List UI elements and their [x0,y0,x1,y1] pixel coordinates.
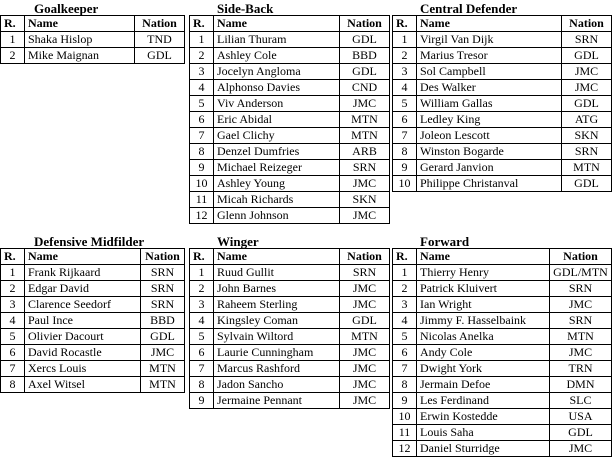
nation-cell: GDL [562,96,612,112]
table-row [190,377,390,393]
rank-cell: 4 [1,313,25,329]
player-name-cell: Gael Clichy [214,128,340,144]
rank-cell: 1 [393,265,417,281]
nation-cell: SRN [562,32,612,48]
rank-cell: 5 [393,329,417,345]
table-row [190,192,390,208]
player-name-cell: Kingsley Coman [214,313,340,329]
nation-cell: JMC [340,345,390,361]
nation-cell: SRN [141,281,185,297]
table-row [190,80,390,96]
nation-cell: GDL [550,425,612,441]
player-name-cell: Glenn Johnson [214,208,340,224]
player-name-cell: Micah Richards [214,192,340,208]
nation-cell: JMC [141,345,185,361]
player-name-cell: Mike Maignan [25,48,135,64]
table-row [190,176,390,192]
player-name-cell: Jimmy F. Hasselbaink [417,313,550,329]
nation-cell: SKN [562,128,612,144]
nation-cell: GDL [135,48,185,64]
rank-header: R. [393,16,417,32]
player-name-cell: Jocelyn Angloma [214,64,340,80]
rank-cell: 8 [393,144,417,160]
nation-cell: JMC [562,64,612,80]
player-name-cell: Sylvain Wiltord [214,329,340,345]
table-row [393,329,612,345]
table-row [393,80,612,96]
nation-cell: ATG [562,112,612,128]
table-row [393,64,612,80]
rank-cell: 9 [190,393,214,409]
table-row [1,361,185,377]
nation-cell: JMC [340,297,390,313]
nation-cell: JMC [340,96,390,112]
name-header: Name [214,249,340,265]
nation-cell: USA [550,409,612,425]
nation-cell: BBD [340,48,390,64]
section-title-forward: Forward [420,234,470,249]
nation-cell: JMC [340,281,390,297]
nation-header: Nation [340,249,390,265]
nation-cell: SRN [141,265,185,281]
section-winger [189,248,390,409]
table-row [393,144,612,160]
table-row [190,281,390,297]
nation-cell: MTN [141,377,185,393]
table-row [393,345,612,361]
section-title-central-defender: Central Defender [420,1,518,16]
nation-cell: GDL [340,313,390,329]
player-name-cell: Patrick Kluivert [417,281,550,297]
rank-cell: 11 [190,192,214,208]
nation-cell: MTN [340,329,390,345]
defensive-midfielder-table [0,248,185,393]
rank-cell: 12 [393,441,417,457]
rank-cell: 7 [1,361,25,377]
nation-header: Nation [340,16,390,32]
rank-cell: 8 [190,144,214,160]
nation-cell: MTN [340,128,390,144]
rank-cell: 4 [190,80,214,96]
rank-cell: 5 [1,329,25,345]
player-name-cell: Dwight York [417,361,550,377]
player-name-cell: Thierry Henry [417,265,550,281]
rank-header: R. [1,249,25,265]
player-name-cell: Marius Tresor [417,48,562,64]
player-name-cell: Frank Rijkaard [25,265,141,281]
player-name-cell: Winston Bogarde [417,144,562,160]
nation-cell: JMC [550,345,612,361]
table-row [393,361,612,377]
player-name-cell: Joleon Lescott [417,128,562,144]
rank-cell: 8 [1,377,25,393]
table-row [190,32,390,48]
table-row [393,176,612,192]
table-row [190,208,390,224]
player-name-cell: Paul Ince [25,313,141,329]
table-header-row [1,16,185,32]
nation-header: Nation [562,16,612,32]
table-row [190,345,390,361]
central-defender-table [392,15,612,192]
table-row [393,441,612,457]
side-back-table [189,15,390,224]
rank-cell: 6 [393,345,417,361]
table-row [1,32,185,48]
name-header: Name [417,16,562,32]
rank-cell: 1 [190,265,214,281]
section-title-side-back: Side-Back [217,1,274,16]
player-name-cell: Edgar David [25,281,141,297]
table-row [393,128,612,144]
rank-cell: 2 [393,48,417,64]
nation-cell: MTN [550,329,612,345]
rank-cell: 7 [190,128,214,144]
player-name-cell: Jermaine Pennant [214,393,340,409]
player-name-cell: Sol Campbell [417,64,562,80]
nation-cell: GDL [340,32,390,48]
nation-cell: ARB [340,144,390,160]
winger-table [189,248,390,409]
rank-cell: 1 [1,265,25,281]
nation-cell: JMC [340,176,390,192]
rank-header: R. [190,16,214,32]
rank-cell: 2 [1,48,25,64]
table-row [393,32,612,48]
name-header: Name [25,249,141,265]
table-row [393,265,612,281]
rank-cell: 7 [190,361,214,377]
table-row [1,329,185,345]
table-row [190,128,390,144]
table-row [190,96,390,112]
rank-cell: 2 [190,48,214,64]
section-title-defensive-midfielder: Defensive Midfilder [34,234,145,249]
nation-cell: MTN [562,160,612,176]
table-row [393,96,612,112]
rank-cell: 2 [190,281,214,297]
nation-cell: MTN [141,361,185,377]
table-row [1,297,185,313]
player-name-cell: Erwin Kostedde [417,409,550,425]
nation-cell: CND [340,80,390,96]
table-row [1,313,185,329]
table-row [393,48,612,64]
table-row [190,361,390,377]
nation-header: Nation [141,249,185,265]
rank-cell: 10 [393,176,417,192]
rank-cell: 11 [393,425,417,441]
nation-cell: JMC [340,393,390,409]
nation-cell: TND [135,32,185,48]
section-side-back [189,15,390,224]
player-name-cell: Clarence Seedorf [25,297,141,313]
player-name-cell: Shaka Hislop [25,32,135,48]
table-row [190,160,390,176]
nation-cell: SKN [340,192,390,208]
nation-cell: TRN [550,361,612,377]
table-row [1,281,185,297]
nation-cell: SRN [550,313,612,329]
table-header-row [1,249,185,265]
player-name-cell: Des Walker [417,80,562,96]
player-name-cell: Andy Cole [417,345,550,361]
section-title-winger: Winger [217,234,259,249]
player-name-cell: Ledley King [417,112,562,128]
player-name-cell: Denzel Dumfries [214,144,340,160]
player-name-cell: Ruud Gullit [214,265,340,281]
rank-cell: 4 [393,80,417,96]
player-name-cell: John Barnes [214,281,340,297]
player-name-cell: Philippe Christanval [417,176,562,192]
nation-cell: SRN [562,144,612,160]
rank-cell: 5 [190,96,214,112]
rank-cell: 6 [1,345,25,361]
table-row [393,409,612,425]
table-header-row [393,249,612,265]
player-name-cell: Ian Wright [417,297,550,313]
table-row [393,425,612,441]
table-row [393,281,612,297]
section-title-goalkeeper: Goalkeeper [34,1,99,16]
rank-cell: 4 [190,313,214,329]
goalkeeper-table [0,15,185,64]
rank-cell: 3 [190,64,214,80]
player-name-cell: Daniel Sturridge [417,441,550,457]
nation-cell: SRN [141,297,185,313]
table-row [393,377,612,393]
rank-cell: 5 [190,329,214,345]
rank-cell: 4 [393,313,417,329]
nation-cell: BBD [141,313,185,329]
player-name-cell: David Rocastle [25,345,141,361]
table-row [1,265,185,281]
table-row [190,48,390,64]
rank-cell: 3 [393,297,417,313]
table-row [190,313,390,329]
rank-cell: 5 [393,96,417,112]
rank-cell: 7 [393,128,417,144]
rank-cell: 3 [1,297,25,313]
nation-cell: DMN [550,377,612,393]
table-row [190,393,390,409]
nation-cell: GDL [562,48,612,64]
nation-cell: SRN [550,281,612,297]
table-header-row [190,249,390,265]
player-name-cell: William Gallas [417,96,562,112]
rank-cell: 8 [190,377,214,393]
player-name-cell: Gerard Janvion [417,160,562,176]
rank-cell: 7 [393,361,417,377]
rank-cell: 2 [393,281,417,297]
table-row [190,112,390,128]
nation-cell: SLC [550,393,612,409]
nation-cell: JMC [340,361,390,377]
name-header: Name [417,249,550,265]
player-name-cell: Virgil Van Dijk [417,32,562,48]
section-central-defender [392,15,612,192]
player-name-cell: Marcus Rashford [214,361,340,377]
table-row [393,160,612,176]
nation-cell: JMC [550,297,612,313]
nation-cell: JMC [340,208,390,224]
rank-cell: 1 [190,32,214,48]
forward-table [392,248,612,457]
table-row [1,48,185,64]
rank-cell: 9 [190,160,214,176]
nation-cell: GDL/MTN [550,265,612,281]
nation-cell: GDL [562,176,612,192]
player-name-cell: Xercs Louis [25,361,141,377]
rank-cell: 1 [393,32,417,48]
player-name-cell: Jadon Sancho [214,377,340,393]
nation-cell: MTN [340,112,390,128]
table-row [190,64,390,80]
nation-header: Nation [550,249,612,265]
rank-cell: 12 [190,208,214,224]
player-name-cell: Ashley Cole [214,48,340,64]
table-row [393,313,612,329]
rank-header: R. [393,249,417,265]
nation-cell: GDL [141,329,185,345]
rank-cell: 10 [393,409,417,425]
player-name-cell: Olivier Dacourt [25,329,141,345]
section-goalkeeper [0,15,185,64]
player-name-cell: Laurie Cunningham [214,345,340,361]
table-row [393,112,612,128]
rank-cell: 3 [190,297,214,313]
rank-cell: 6 [393,112,417,128]
table-row [190,144,390,160]
table-row [190,297,390,313]
player-name-cell: Les Ferdinand [417,393,550,409]
table-row [190,265,390,281]
table-row [190,329,390,345]
player-name-cell: Louis Saha [417,425,550,441]
rank-cell: 10 [190,176,214,192]
rank-cell: 6 [190,345,214,361]
nation-cell: SRN [340,160,390,176]
player-name-cell: Michael Reizeger [214,160,340,176]
rank-cell: 8 [393,377,417,393]
player-name-cell: Ashley Young [214,176,340,192]
rank-header: R. [190,249,214,265]
rank-cell: 3 [393,64,417,80]
nation-cell: JMC [550,441,612,457]
nation-cell: JMC [340,377,390,393]
player-name-cell: Eric Abidal [214,112,340,128]
name-header: Name [25,16,135,32]
player-name-cell: Alphonso Davies [214,80,340,96]
rank-cell: 6 [190,112,214,128]
table-row [393,393,612,409]
rank-cell: 9 [393,160,417,176]
player-name-cell: Raheem Sterling [214,297,340,313]
player-name-cell: Viv Anderson [214,96,340,112]
nation-cell: GDL [340,64,390,80]
table-header-row [190,16,390,32]
player-name-cell: Axel Witsel [25,377,141,393]
player-name-cell: Lilian Thuram [214,32,340,48]
name-header: Name [214,16,340,32]
rank-cell: 2 [1,281,25,297]
player-name-cell: Nicolas Anelka [417,329,550,345]
table-row [1,345,185,361]
nation-cell: JMC [562,80,612,96]
nation-header: Nation [135,16,185,32]
table-row [393,297,612,313]
table-header-row [393,16,612,32]
player-name-cell: Jermain Defoe [417,377,550,393]
rank-cell: 1 [1,32,25,48]
nation-cell: SRN [340,265,390,281]
section-defensive-midfielder [0,248,185,393]
table-row [1,377,185,393]
rank-cell: 9 [393,393,417,409]
section-forward [392,248,612,457]
rank-header: R. [1,16,25,32]
